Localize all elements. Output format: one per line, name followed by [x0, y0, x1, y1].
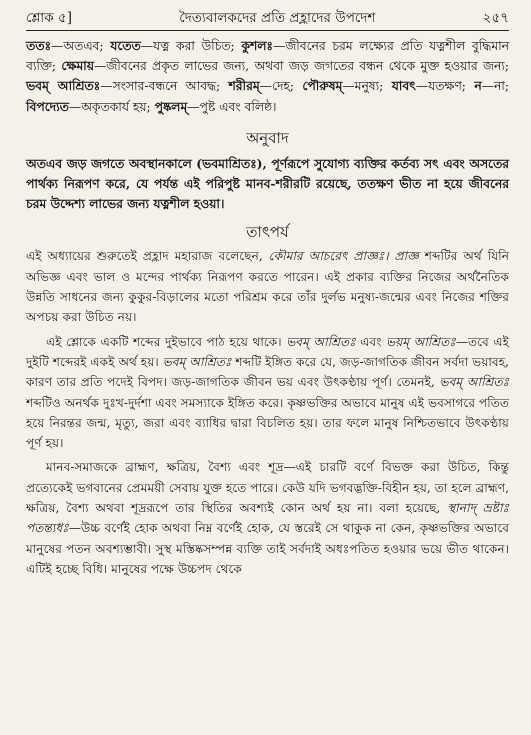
purport-text: শব্দটি ইঙ্গিত করে যে, জড়-জাগতিক জীবন সর্বদা ভয়াবহ, কারণ তার প্রতি পদেই বিপদ। জড়-জাগতিক জীবন ভয় এবং উৎকণ্ঠায় পূর্ণ। তেমনই, [26, 354, 509, 390]
synonym-meaning: —মনুষ্য; [342, 79, 392, 94]
synonym-meaning: —যত্ন করা উচিত; [140, 39, 242, 53]
purport-text: এবং [355, 334, 387, 349]
synonym-word: শরীরম্ [228, 78, 260, 94]
verse-reference: শ্লোক ৫] [26, 9, 72, 26]
word-meanings [26, 36, 509, 117]
purport-paragraph [26, 457, 509, 579]
sanskrit-term: ভয়ম্ আশ্রিতঃ [386, 334, 456, 349]
purport-text: এই অধ্যায়ের শুরুতেই প্রহ্লাদ মহারাজ বলেছেন, [26, 249, 269, 264]
purport-text: শব্দটিও অনর্থক দুঃখ-দুর্দশা এবং সমস্যাকে ইঙ্গিত করে। কৃষ্ণভক্তির অভাবে মানুষ এই ভবসাগরে পতিত হয়ে নিরন্তর জন্ম, মৃত্যু, জরা এবং ব্যাধির দ্বারা বিচলিত হয়। তার ফলে মানুষ নিশ্চিতভাবে উৎকণ্ঠায় পূর্ণ হয়। [26, 395, 509, 451]
synonym-word: যাবৎ [391, 78, 416, 94]
chapter-title: দৈত্যবালকদের প্রতি প্রহ্লাদের উপদেশ [179, 9, 376, 26]
sanskrit-term: ভবম্ আশ্রিতঃ [286, 334, 356, 349]
synonym-meaning: —জীবনের চরম লক্ষ্যের প্রতি যত্নশীল বুদ্ধিমান ব্যক্তি; [26, 39, 509, 74]
synonym-word: ক্ষেমায় [61, 58, 94, 74]
purport-body [26, 246, 509, 579]
page-body [26, 36, 509, 579]
sanskrit-quote: স্থানাদ্ ভ্রষ্টাঃ পতন্ত্যধঃ [26, 500, 510, 536]
purport-heading: তাৎপর্য [246, 223, 289, 242]
synonym-word: যতেত [110, 38, 141, 53]
purport-text: এই শ্লোকে একটি শব্দের দুইভাবে পাঠ হয়ে থাকে। [46, 334, 287, 349]
synonym-meaning: —অকৃতকার্য হয়; [68, 99, 155, 114]
sanskrit-term: ভবম্ আশ্রিতঃ [162, 354, 232, 369]
translation-heading: অনুবাদ [246, 128, 289, 147]
translation-text: অতএব জড় জগতে অবস্থানকালে (ভবমাশ্রিতঃ), পূর্ণরূপে সুযোগ্য ব্যক্তির কর্তব্য সৎ এবং অসতের পার্থক্য নিরূপণ করে, যে পর্যন্ত এই পরিপুষ্ট মানব-শরীরটি রয়েছে, ততক্ষণ ভীত না হয়ে জীবনের চরম উদ্দেশ্য লাভের জন্য যত্নশীল হওয়া। [26, 155, 509, 212]
page-number: ২৫৭ [482, 9, 509, 26]
synonym-word: কুশলঃ [241, 38, 273, 53]
purport-paragraph [26, 332, 509, 454]
synonym-word: ততঃ [26, 38, 52, 53]
synonym-word: পুষ্কলম্ [154, 98, 188, 114]
purport-text: শব্দটির অর্থ যিনি অভিজ্ঞ এবং ভাল ও মন্দের পার্থক্য নিরূপণ করতে পারেন। এই প্রকার ব্যক্তির নিজের অর্থনৈতিক উন্নতি সাধনের জন্য কুকুর-বিড়ালের মতো পরিশ্রম করে তাঁর দুর্লভ মনুষ্য-জন্মের এবং নিজের শক্তির অপচয় করা উচিত নয়। [26, 249, 509, 325]
sanskrit-quote: কৌমার আচরেৎ প্রাজ্ঞঃ। [268, 249, 389, 264]
purport-text: মানব-সমাজকে ব্রাহ্মণ, ক্ষত্রিয়, বৈশ্য এবং শূদ্র—এই চারটি বর্ণে বিভক্ত করা উচিত, কিন্তু প্রত্যেকেই ভগবানের প্রেমময়ী সেবায় যুক্ত হতে পারে। কেউ যদি ভগবদ্ভক্তি-বিহীন হয়, তা হলে ব্রাহ্মণ, ক্ষত্রিয়, বৈশ্য অথবা শূদ্ররূপে তার স্থিতির অবশ্যই কোন অর্থ হয় না। বলা হয়েছে, [26, 460, 509, 515]
synonym-meaning: —যতক্ষণ; [415, 79, 475, 94]
synonym-meaning: —জীবনের প্রকৃত লাভের জন্য, অথবা জড় জগতের বন্ধন থেকে মুক্ত হওয়ার জন্য; [93, 59, 509, 74]
synonym-meaning: —সংসার-বন্ধনে আবদ্ধ; [100, 79, 229, 94]
purport-paragraph [26, 246, 509, 327]
synonym-meaning: —না; [481, 79, 510, 94]
sanskrit-term: প্রাজ্ঞ [394, 249, 419, 264]
synonym-word: ন [474, 78, 482, 94]
synonym-meaning: —দেহ; [259, 79, 303, 94]
synonym-meaning: —অতএব; [51, 39, 111, 53]
synonym-word: ভবম্ আশ্রিতঃ [26, 78, 101, 94]
synonym-meaning: —পুষ্ট এবং বলিষ্ঠ। [187, 99, 277, 114]
synonym-word: বিপদ্যেত [26, 98, 69, 114]
purport-text: —উচ্চ বর্ণেই হোক অথবা নিম্ন বর্ণেই হোক, যে স্তরেই সে থাকুক না কেন, কৃষ্ণভক্তির অভাবে মানুষের পতন অবশ্যম্ভাবী। সুস্থ মস্তিষ্কসম্পন্ন ব্যক্তি তাই সর্বদাই অধঃপতিত হওয়ার ভয়ে ভীত থাকেন। এটিই হচ্ছে বিধি। মানুষের পক্ষে উচ্চপদ থেকে [26, 521, 509, 576]
page-header [26, 6, 509, 31]
purport-text: —তবে এই দুইটি শব্দেরই একই অর্থ হয়। [26, 334, 509, 369]
sanskrit-term: ভবম্ আশ্রিতঃ [439, 375, 509, 390]
synonym-word: পৌরুষম্ [302, 78, 343, 94]
